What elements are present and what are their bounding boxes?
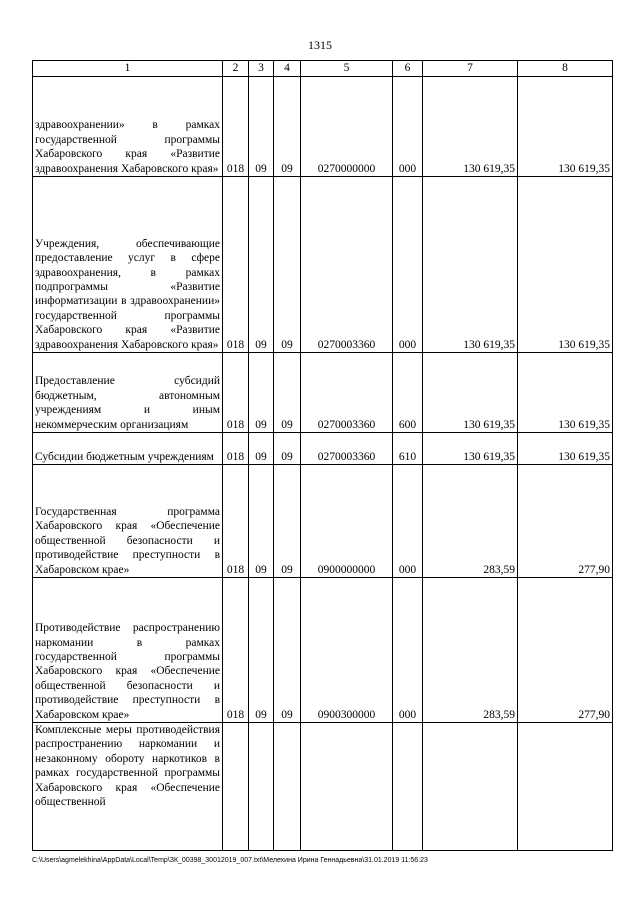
- page-number: 1315: [308, 38, 332, 52]
- column-header: 6: [393, 61, 423, 77]
- table-row: [33, 723, 613, 851]
- amount-col-7: 283,59: [423, 578, 518, 723]
- expense-type-code: 000: [393, 77, 423, 177]
- column-header: 4: [274, 61, 301, 77]
- amount-col-7: 130 619,35: [423, 433, 518, 465]
- ministry-code: [223, 723, 249, 851]
- ministry-code: 018: [223, 578, 249, 723]
- amount-col-7: 283,59: [423, 465, 518, 578]
- expense-type-code: 600: [393, 353, 423, 433]
- target-article-code: 0270003360: [301, 433, 393, 465]
- table-row: [33, 353, 613, 433]
- amount-col-7: 130 619,35: [423, 353, 518, 433]
- target-article-code: 0270000000: [301, 77, 393, 177]
- section-code: 09: [249, 353, 274, 433]
- amount-col-7: 130 619,35: [423, 77, 518, 177]
- ministry-code: 018: [223, 353, 249, 433]
- target-article-code: 0270003360: [301, 353, 393, 433]
- target-article-code: 0900300000: [301, 578, 393, 723]
- subsection-code: 09: [274, 578, 301, 723]
- section-code: 09: [249, 77, 274, 177]
- ministry-code: 018: [223, 177, 249, 353]
- ministry-code: 018: [223, 465, 249, 578]
- amount-col-8: 130 619,35: [518, 177, 613, 353]
- budget-table: [32, 60, 613, 851]
- column-header: 8: [518, 61, 613, 77]
- column-header: 5: [301, 61, 393, 77]
- expense-type-code: [393, 723, 423, 851]
- section-code: 09: [249, 433, 274, 465]
- row-description: Субсидии бюджетным учреждениям: [33, 433, 223, 465]
- ministry-code: 018: [223, 77, 249, 177]
- ministry-code: 018: [223, 433, 249, 465]
- expense-type-code: 000: [393, 465, 423, 578]
- row-description: Противодействие распространению наркомании в рамках государственной программы Хабаровского края «Обеспечение общественной безопасности и противодействие преступности в Хабаровском крае»: [33, 578, 223, 723]
- subsection-code: 09: [274, 433, 301, 465]
- table-header-row: [33, 61, 613, 77]
- row-description: Государственная программа Хабаровского края «Обеспечение общественной безопасности и противодействие преступности в Хабаровском крае»: [33, 465, 223, 578]
- table-row: [33, 433, 613, 465]
- amount-col-7: [423, 723, 518, 851]
- subsection-code: 09: [274, 177, 301, 353]
- amount-col-8: 277,90: [518, 578, 613, 723]
- subsection-code: 09: [274, 465, 301, 578]
- column-header: 2: [223, 61, 249, 77]
- target-article-code: [301, 723, 393, 851]
- expense-type-code: 000: [393, 578, 423, 723]
- row-description: Учреждения, обеспечивающие предоставление услуг в сфере здравоохранения, в рамках подпрограммы «Развитие информатизации в здравоохранении» государственной программы Хабаровского края «Развитие здравоохранения Хабаровского края»: [33, 177, 223, 353]
- table-row: [33, 77, 613, 177]
- subsection-code: [274, 723, 301, 851]
- table-row: [33, 465, 613, 578]
- row-description: Комплексные меры противодействия распространению наркомании и незаконному обороту наркотиков в рамках государственной программы Хабаровского края «Обеспечение общественной: [33, 723, 223, 851]
- column-header: 1: [33, 61, 223, 77]
- section-code: 09: [249, 578, 274, 723]
- amount-col-7: 130 619,35: [423, 177, 518, 353]
- table-row: [33, 578, 613, 723]
- subsection-code: 09: [274, 77, 301, 177]
- amount-col-8: 130 619,35: [518, 77, 613, 177]
- section-code: [249, 723, 274, 851]
- amount-col-8: [518, 723, 613, 851]
- target-article-code: 0270003360: [301, 177, 393, 353]
- column-header: 7: [423, 61, 518, 77]
- amount-col-8: 277,90: [518, 465, 613, 578]
- target-article-code: 0900000000: [301, 465, 393, 578]
- column-header: 3: [249, 61, 274, 77]
- subsection-code: 09: [274, 353, 301, 433]
- amount-col-8: 130 619,35: [518, 353, 613, 433]
- document-footer-path: C:\Users\agmelekhina\AppData\Local\Temp\ЗК_00398_30012019_007.txt\Мелехина Ирина Геннадьевна\31.01.2019 11:56:23: [32, 857, 428, 864]
- expense-type-code: 610: [393, 433, 423, 465]
- table-row: [33, 177, 613, 353]
- row-description: Предоставление субсидий бюджетным, автономным учреждениям и иным некоммерческим организациям: [33, 353, 223, 433]
- row-description: здравоохранении» в рамках государственной программы Хабаровского края «Развитие здравоохранения Хабаровского края»: [33, 77, 223, 177]
- section-code: 09: [249, 177, 274, 353]
- expense-type-code: 000: [393, 177, 423, 353]
- amount-col-8: 130 619,35: [518, 433, 613, 465]
- section-code: 09: [249, 465, 274, 578]
